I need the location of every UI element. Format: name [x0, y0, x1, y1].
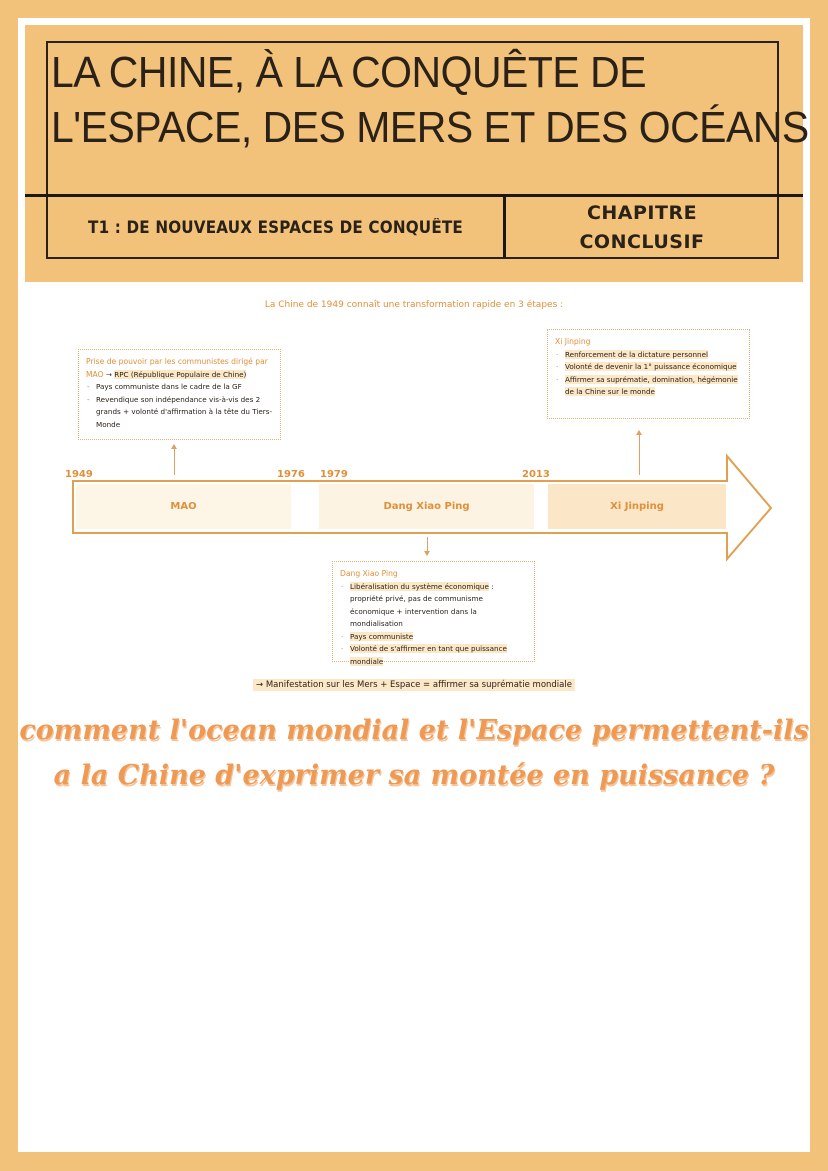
list-item: [340, 581, 527, 631]
year-label: 2013: [522, 469, 550, 480]
note-xi-head: Xi Jinping: [555, 337, 591, 346]
chapter-line-1: CHAPITRE: [586, 201, 698, 224]
arrow-up-icon: [174, 445, 175, 475]
list-item: [340, 631, 527, 644]
note-xi: [547, 329, 750, 419]
period-deng: Dang Xiao Ping: [319, 484, 534, 529]
list-item-text: Volonté de devenir la 1° puissance économique: [565, 362, 737, 371]
period-xi: Xi Jinping: [548, 484, 726, 529]
chapter-line-2: CONCLUSIF: [579, 230, 705, 253]
note-mao-list: [86, 381, 273, 431]
note-deng: [332, 561, 535, 666]
list-item-text: Volonté de s'affirmer en tant que puissance mondiale: [350, 644, 507, 666]
list-item: [340, 643, 527, 668]
note-mao: [78, 349, 281, 440]
question-line-2: a la Chine d'exprimer sa montée en puissance ?: [53, 760, 775, 791]
question-line-1: comment l'ocean mondial et l'Espace permettent-ils: [19, 715, 809, 746]
note-mao-head-2: [86, 369, 273, 382]
arrow-right-icon: →: [105, 369, 112, 379]
note-mao-highlight: RPC (République Populaire de Chine): [114, 369, 247, 379]
page-title: [51, 45, 809, 155]
list-item: [555, 349, 742, 362]
title-line-1: LA CHINE, À LA CONQUÊTE DE: [51, 48, 647, 97]
year-label: 1976: [277, 469, 305, 480]
note-xi-list: [555, 349, 742, 399]
note-mao-prefix: MAO: [86, 369, 104, 379]
list-item: - Pays communiste dans le cadre de la GF: [86, 381, 273, 394]
period-mao: MAO: [76, 484, 291, 529]
manifestation-highlight: → Manifestation sur les Mers + Espace = affirmer sa suprématie mondiale: [253, 679, 575, 691]
theme-label: T1 : DE NOUVEAUX ESPACES DE CONQUÊTE: [88, 217, 463, 237]
page: [18, 18, 810, 1152]
arrow-down-icon: [427, 537, 428, 555]
year-label: 1979: [320, 469, 348, 480]
problematic-question: [18, 708, 810, 798]
note-deng-list: [340, 581, 527, 669]
arrow-up-icon: [639, 431, 640, 475]
manifestation-text: [18, 680, 810, 690]
list-item-highlight: Libéralisation du système économique: [350, 581, 489, 591]
list-item: [555, 374, 742, 399]
list-item-text: Pays communiste: [350, 631, 414, 641]
list-item-text: Affirmer sa suprématie, domination, hégémonie de la Chine sur le monde: [565, 374, 738, 396]
list-item: [555, 361, 742, 374]
intro-text: La Chine de 1949 connaît une transformation rapide en 3 étapes :: [264, 300, 564, 310]
note-mao-head: Prise de pouvoir par les communistes dirigé par: [86, 357, 268, 366]
title-line-2: L'ESPACE, DES MERS ET DES OCÉANS: [51, 103, 809, 152]
list-item: - Revendique son indépendance vis-à-vis des 2 grands + volonté d'affirmation à la tête du Tiers-Monde: [86, 394, 273, 432]
header-banner: [25, 25, 809, 282]
chapter-label: [506, 197, 778, 258]
list-item-text: Renforcement de la dictature personnel: [565, 349, 709, 359]
list-item-text: : propriété privé, pas de communisme économique + intervention dans la mondialisation: [350, 581, 494, 628]
year-label: 1949: [65, 469, 93, 480]
note-deng-head: Dang Xiao Ping: [340, 569, 398, 578]
